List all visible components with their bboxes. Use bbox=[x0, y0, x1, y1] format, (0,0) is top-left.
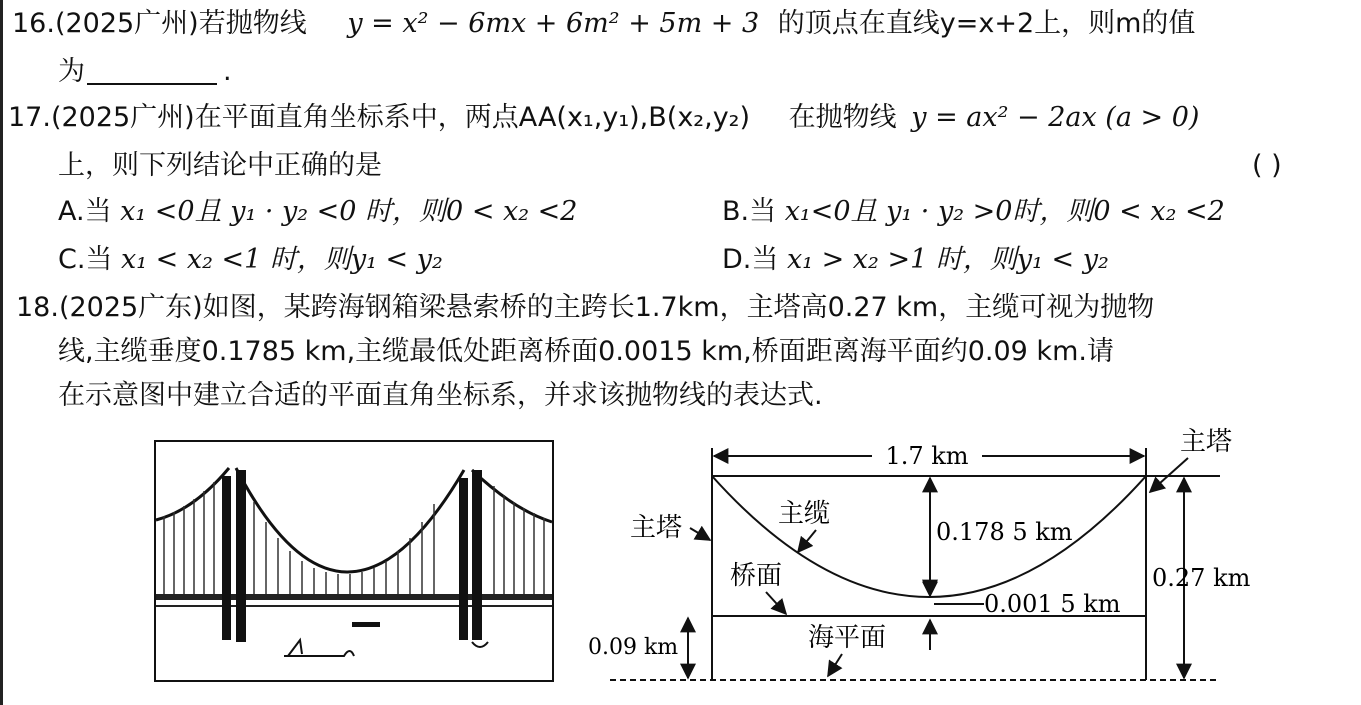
q17-line1 bbox=[8, 104, 1199, 131]
q16-formula: y = x² − 6mx + 6m² + 5m + 3 bbox=[347, 8, 760, 39]
q17-formula: y = ax² − 2ax (a > 0) bbox=[911, 102, 1200, 133]
option-text: x₁ <0且 y₁ · y₂ <0 时，则0 < x₂ <2 bbox=[120, 196, 578, 227]
sea-height-label: 0.09 km bbox=[588, 635, 679, 660]
cable-label: 主缆 bbox=[778, 499, 831, 529]
q16-period: . bbox=[223, 56, 232, 87]
option-text: x₁ > x₂ >1 时，则y₁ < y₂ bbox=[786, 244, 1109, 275]
sag-label: 0.178 5 km bbox=[936, 518, 1073, 546]
option-label: D.当 bbox=[722, 244, 779, 275]
left-tower-label: 主塔 bbox=[630, 513, 683, 543]
option-label: A.当 bbox=[58, 196, 112, 227]
option-label: C.当 bbox=[58, 244, 113, 275]
right-tower-label: 主塔 bbox=[1180, 427, 1233, 457]
gap-label: 0.001 5 km bbox=[984, 590, 1121, 618]
option-text: x₁ < x₂ <1 时，则y₁ < y₂ bbox=[121, 244, 443, 275]
q17-line2-text: 上，则下列结论中正确的是 bbox=[58, 150, 382, 181]
q18-line2: 线,主缆垂度0.1785 km,主缆最低处距离桥面0.0015 km,桥面距离海平面约0.09 km.请 bbox=[58, 336, 1114, 367]
q17-points: A(x₁,y₁),B(x₂,y₂) bbox=[537, 102, 751, 133]
bridge-photo bbox=[154, 440, 554, 682]
span-label: 1.7 km bbox=[885, 442, 969, 470]
q17-mid: 在抛物线 bbox=[788, 102, 897, 133]
q17-option-a bbox=[58, 198, 577, 225]
height-label: 0.27 km bbox=[1152, 564, 1251, 592]
deck-label: 桥面 bbox=[730, 561, 783, 591]
q17-option-d bbox=[722, 246, 1109, 273]
bridge-schematic bbox=[580, 418, 1270, 698]
q16-line2-text: 为 bbox=[58, 56, 85, 87]
option-text: x₁<0且 y₁ · y₂ >0时，则0 < x₂ <2 bbox=[784, 196, 1225, 227]
q18-line3: 在示意图中建立合适的平面直角坐标系，并求该抛物线的表达式. bbox=[58, 380, 823, 411]
q16-lead: 16.(2025广州)若抛物线 bbox=[12, 8, 307, 39]
sea-label: 海平面 bbox=[808, 623, 887, 653]
q16-line2 bbox=[58, 58, 232, 85]
q17-answer-bracket: ( ) bbox=[1252, 150, 1282, 181]
q16-answer-blank bbox=[87, 59, 217, 85]
page-left-border bbox=[0, 0, 3, 705]
q18-line1: 18.(2025广东)如图，某跨海钢箱梁悬索桥的主跨长1.7km，主塔高0.27 km，主缆可视为抛物 bbox=[16, 292, 1155, 323]
q17-lead: 17.(2025广州)在平面直角坐标系中，两点A bbox=[8, 102, 538, 133]
q17-option-b bbox=[722, 198, 1225, 225]
q17-option-c bbox=[58, 246, 443, 273]
option-label: B.当 bbox=[722, 196, 777, 227]
q16-tail: 的顶点在直线y=x+2上，则m的值 bbox=[777, 8, 1196, 39]
q16-line1 bbox=[12, 10, 1195, 37]
q17-line2 bbox=[58, 152, 382, 179]
